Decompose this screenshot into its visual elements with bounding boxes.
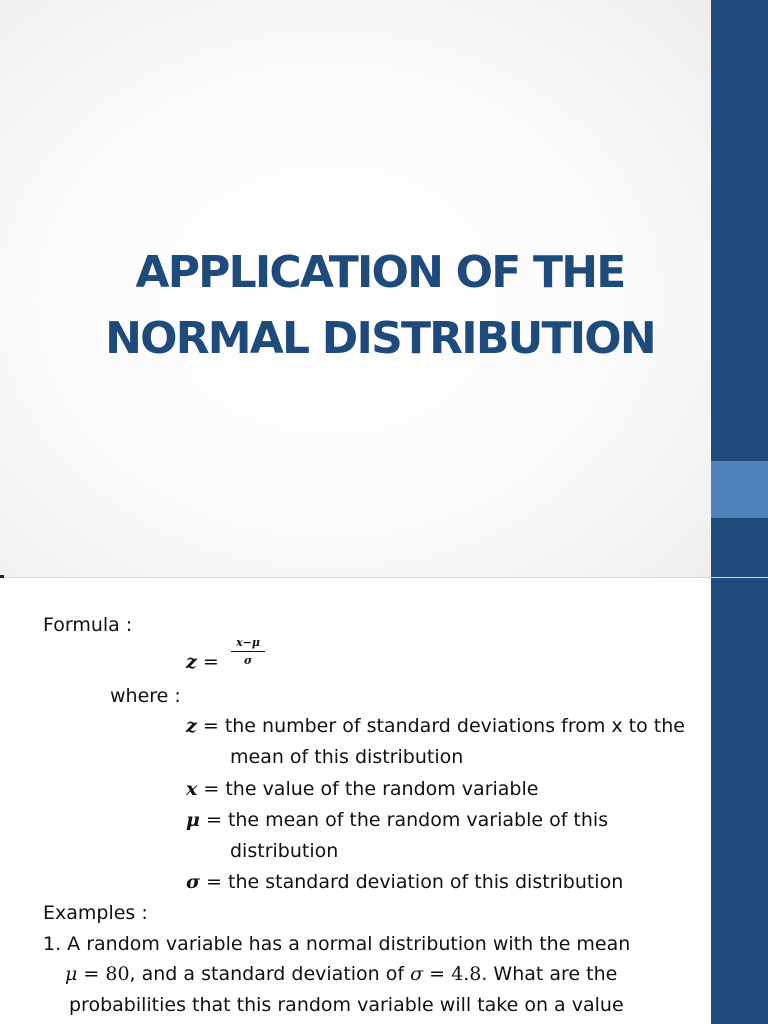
def-symbol: μ [186, 809, 200, 831]
example1-end-text: . What are the [481, 963, 618, 985]
def-text: the value of the random variable [225, 778, 539, 800]
definition-mu [186, 808, 608, 832]
def-text: the standard deviation of this distribution [228, 871, 624, 893]
def-eq: = [202, 715, 219, 737]
example1-line2 [65, 962, 617, 986]
title-line-2: NORMAL DISTRIBUTION [105, 313, 655, 364]
sigma-value: = 4.8 [429, 963, 482, 985]
def-symbol: σ [186, 871, 201, 893]
sigma-symbol: σ [410, 963, 424, 985]
formula-eq: = [202, 651, 219, 673]
def-eq: = [203, 778, 220, 800]
mu-value: = 80 [83, 963, 130, 985]
def-symbol: x [186, 778, 198, 800]
side-bar [711, 578, 768, 1024]
definition-x [186, 777, 538, 801]
formula-label: Formula : [43, 614, 133, 636]
formula-lhs [186, 650, 219, 674]
title-line-1: APPLICATION OF THE [135, 247, 625, 298]
definition-sigma [186, 870, 623, 894]
slide-title [40, 240, 720, 372]
formula-denominator: σ [243, 654, 253, 667]
definition-z [186, 714, 685, 738]
examples-label: Examples : [43, 902, 148, 924]
example1-line1: 1. A random variable has a normal distribution with the mean [43, 933, 631, 955]
where-label: where : [110, 685, 181, 707]
mu-symbol: μ [65, 963, 78, 985]
def-text: the mean of the random variable of this [227, 809, 609, 831]
fraction-bar [231, 651, 265, 652]
formula-numerator: x−μ [236, 636, 260, 649]
formula-z: z [186, 651, 197, 673]
content-slide [0, 578, 768, 1024]
formula-fraction [228, 636, 268, 667]
example1-line3: probabilities that this random variable will take on a value [69, 994, 624, 1016]
definition-z-continuation: mean of this distribution [230, 746, 464, 768]
def-text: the number of standard deviations from x to the [224, 715, 685, 737]
example1-mid-text: , and a standard deviation of [129, 963, 405, 985]
def-eq: = [206, 871, 222, 893]
def-symbol: z [186, 715, 197, 737]
def-eq: = [205, 809, 222, 831]
definition-mu-continuation: distribution [230, 840, 339, 862]
side-accent-block [711, 461, 768, 518]
